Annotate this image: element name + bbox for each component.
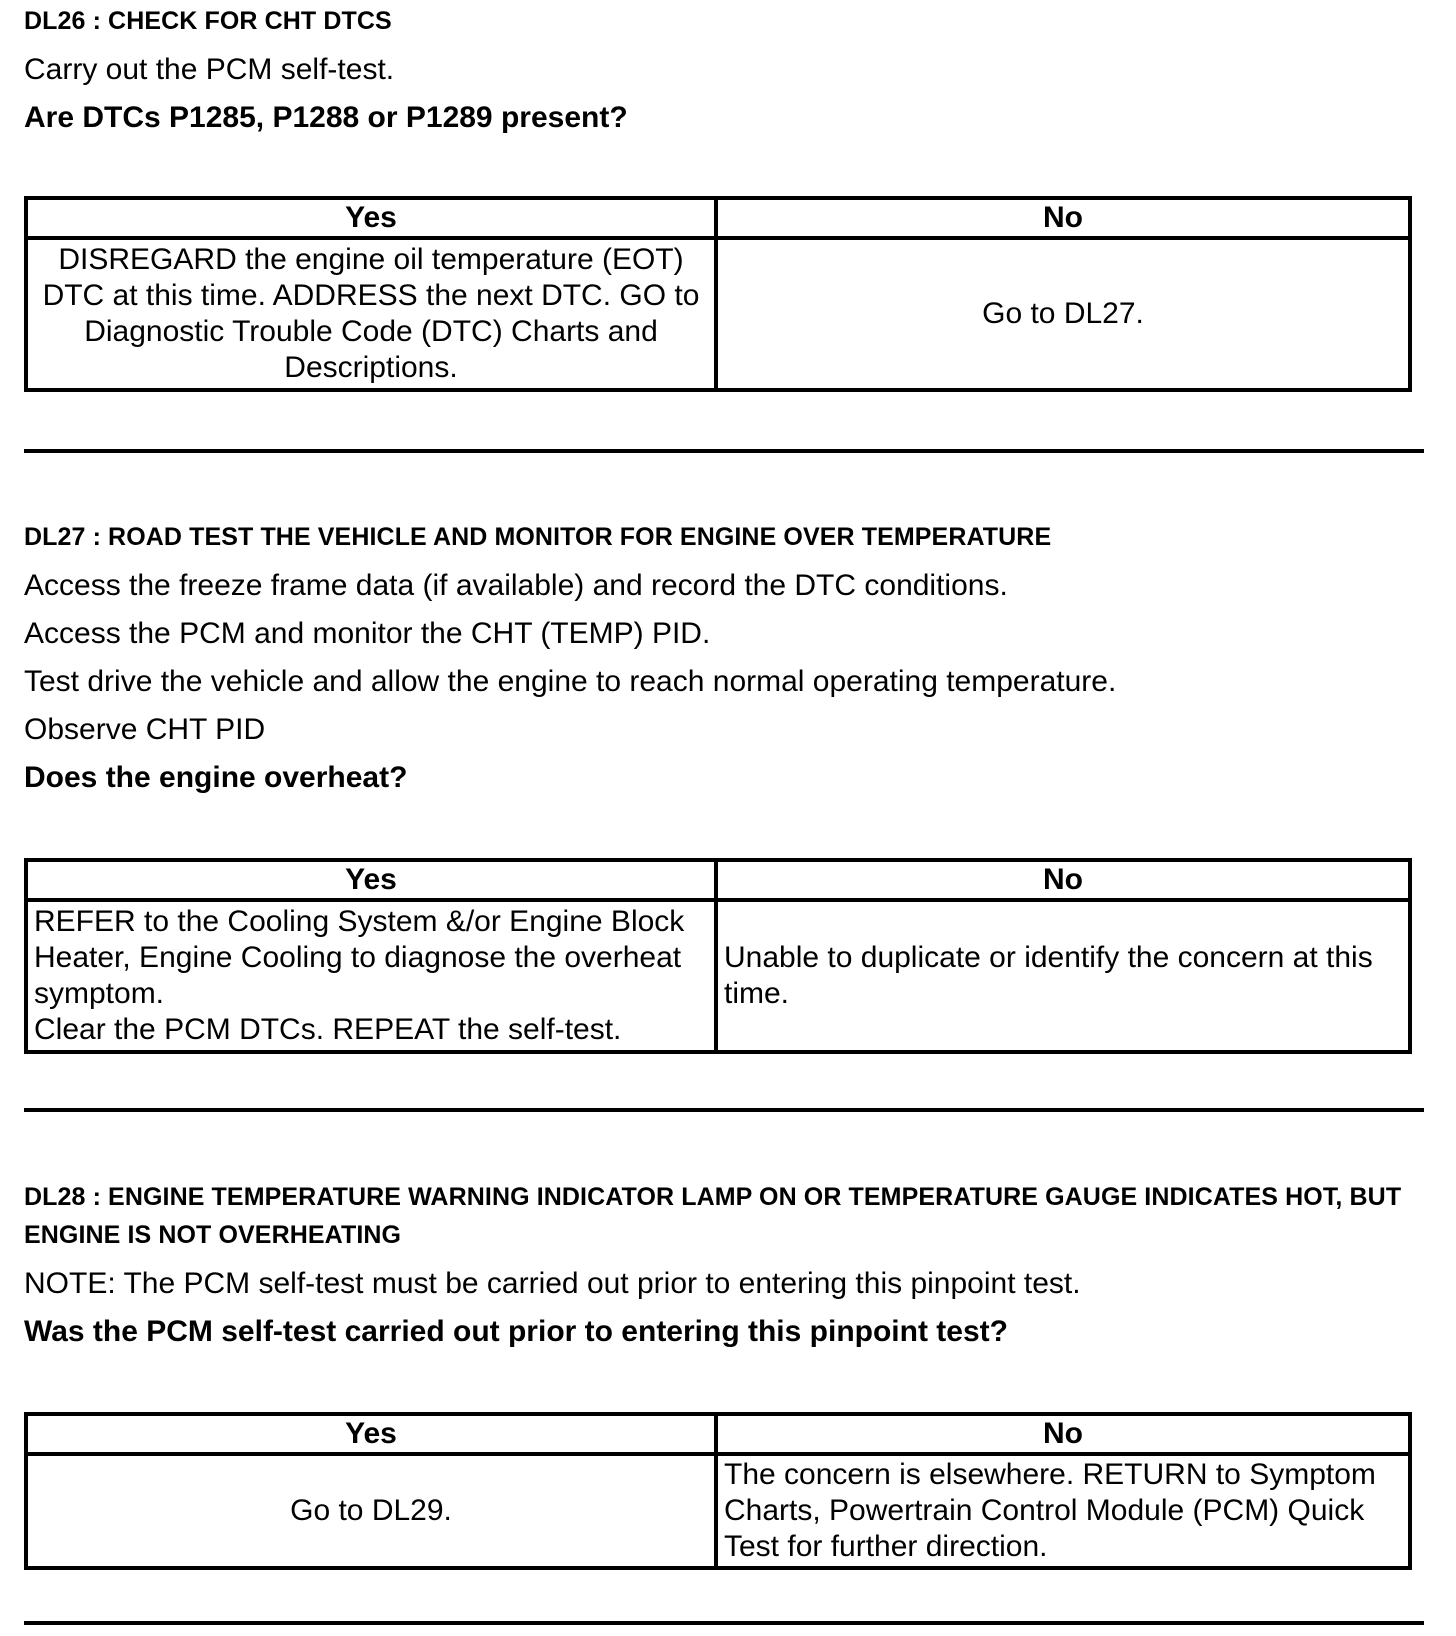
dl28-no-cell: The concern is elsewhere. RETURN to Symptom Charts, Powertrain Control Module (PCM) Quick Test for further direction. bbox=[716, 1454, 1410, 1568]
dl27-instruction-3: Test drive the vehicle and allow the engine to reach normal operating temperature. bbox=[24, 665, 1117, 698]
dl26-section bbox=[24, 2, 1424, 142]
dl27-table bbox=[24, 858, 1412, 1054]
dl27-instruction-4: Observe CHT PID bbox=[24, 713, 266, 746]
dl28-question: Was the PCM self-test carried out prior to entering this pinpoint test? bbox=[24, 1315, 1008, 1348]
dl27-instruction-2: Access the PCM and monitor the CHT (TEMP) PID. bbox=[24, 617, 711, 650]
dl26-no-header: No bbox=[716, 198, 1410, 238]
dl27-yes-header: Yes bbox=[26, 860, 716, 900]
dl27-yes-text-2: Clear the PCM DTCs. REPEAT the self-test. bbox=[34, 1013, 622, 1046]
dl27-question: Does the engine overheat? bbox=[24, 761, 408, 794]
dl28-yes-cell: Go to DL29. bbox=[26, 1454, 716, 1568]
dl28-note: NOTE: The PCM self-test must be carried out prior to entering this pinpoint test. bbox=[24, 1267, 1081, 1300]
dl26-no-cell: Go to DL27. bbox=[716, 238, 1410, 390]
dl26-table bbox=[24, 196, 1412, 392]
section-divider bbox=[24, 1621, 1424, 1625]
dl26-instruction: Carry out the PCM self-test. bbox=[24, 53, 395, 86]
dl28-title: DL28 : ENGINE TEMPERATURE WARNING INDICATOR LAMP ON OR TEMPERATURE GAUGE INDICATES HOT, BUT ENGINE IS NOT OVERHEATING bbox=[24, 1183, 1402, 1249]
dl27-instruction-1: Access the freeze frame data (if available) and record the DTC conditions. bbox=[24, 569, 1008, 602]
section-divider bbox=[24, 449, 1424, 453]
dl27-section bbox=[24, 518, 1424, 802]
dl28-table bbox=[24, 1412, 1412, 1570]
dl28-no-header: No bbox=[716, 1414, 1410, 1454]
dl27-no-header: No bbox=[716, 860, 1410, 900]
dl26-yes-header: Yes bbox=[26, 198, 716, 238]
dl28-yes-header: Yes bbox=[26, 1414, 716, 1454]
dl27-title: DL27 : ROAD TEST THE VEHICLE AND MONITOR FOR ENGINE OVER TEMPERATURE bbox=[24, 523, 1052, 551]
section-divider bbox=[24, 1108, 1424, 1112]
dl26-question: Are DTCs P1285, P1288 or P1289 present? bbox=[24, 101, 628, 134]
dl28-section bbox=[24, 1178, 1424, 1356]
dl26-yes-cell: DISREGARD the engine oil temperature (EOT) DTC at this time. ADDRESS the next DTC. GO to Diagnostic Trouble Code (DTC) Charts and Descriptions. bbox=[26, 238, 716, 390]
dl27-yes-text-1: REFER to the Cooling System &/or Engine Block Heater, Engine Cooling to diagnose the overheat symptom. bbox=[34, 905, 685, 1010]
dl26-title: DL26 : CHECK FOR CHT DTCS bbox=[24, 7, 392, 35]
dl27-no-cell: Unable to duplicate or identify the concern at this time. bbox=[716, 900, 1410, 1052]
dl27-yes-cell bbox=[26, 900, 716, 1052]
